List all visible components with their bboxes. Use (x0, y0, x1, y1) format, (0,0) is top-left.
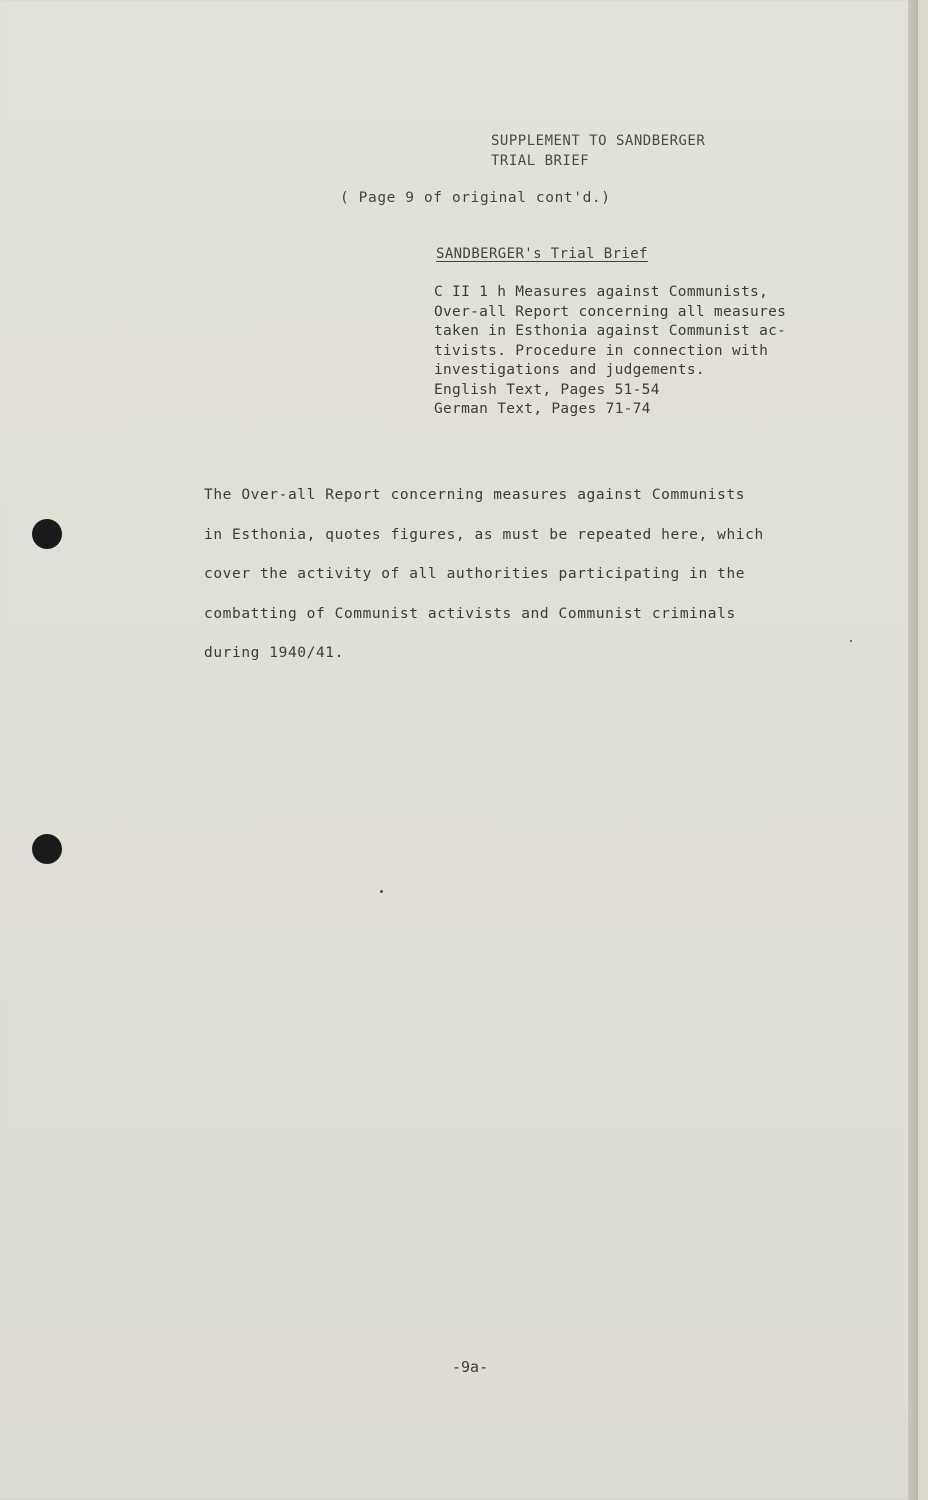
punch-hole-top (32, 519, 62, 549)
page-edge (908, 0, 918, 1500)
body-line: cover the activity of all authorities participating in the (204, 566, 746, 582)
reference-line: C II 1 h Measures against Communists, (434, 284, 769, 300)
body-line: combatting of Communist activists and Communist criminals (204, 605, 736, 622)
reference-line: Over-all Report concerning all measures (434, 303, 787, 320)
reference-line: tivists. Procedure in connection with (434, 342, 769, 359)
reference-line: German Text, Pages 71-74 (434, 401, 651, 417)
reference-line: investigations and judgements. (434, 362, 705, 378)
reference-heading: SANDBERGER's Trial Brief (436, 246, 648, 262)
reference-block (434, 283, 786, 420)
reference-line: taken in Esthonia against Communist ac- (434, 323, 787, 339)
body-line: The Over-all Report concerning measures against Communists (204, 487, 746, 503)
page-note: ( Page 9 of original cont'd.) (340, 190, 611, 206)
header-line-1: SUPPLEMENT TO SANDBERGER (491, 133, 706, 149)
header-line-2: TRIAL BRIEF (491, 153, 590, 169)
paper-speck (380, 890, 383, 893)
page-number: -9a- (452, 1358, 489, 1376)
document-header (491, 131, 705, 171)
body-line: during 1940/41. (204, 645, 344, 661)
punch-hole-bottom (32, 834, 62, 864)
reference-line: English Text, Pages 51-54 (434, 381, 660, 398)
body-line: in Esthonia, quotes figures, as must be repeated here, which (204, 526, 764, 543)
paper-speck (850, 640, 852, 642)
body-paragraph (204, 476, 764, 674)
